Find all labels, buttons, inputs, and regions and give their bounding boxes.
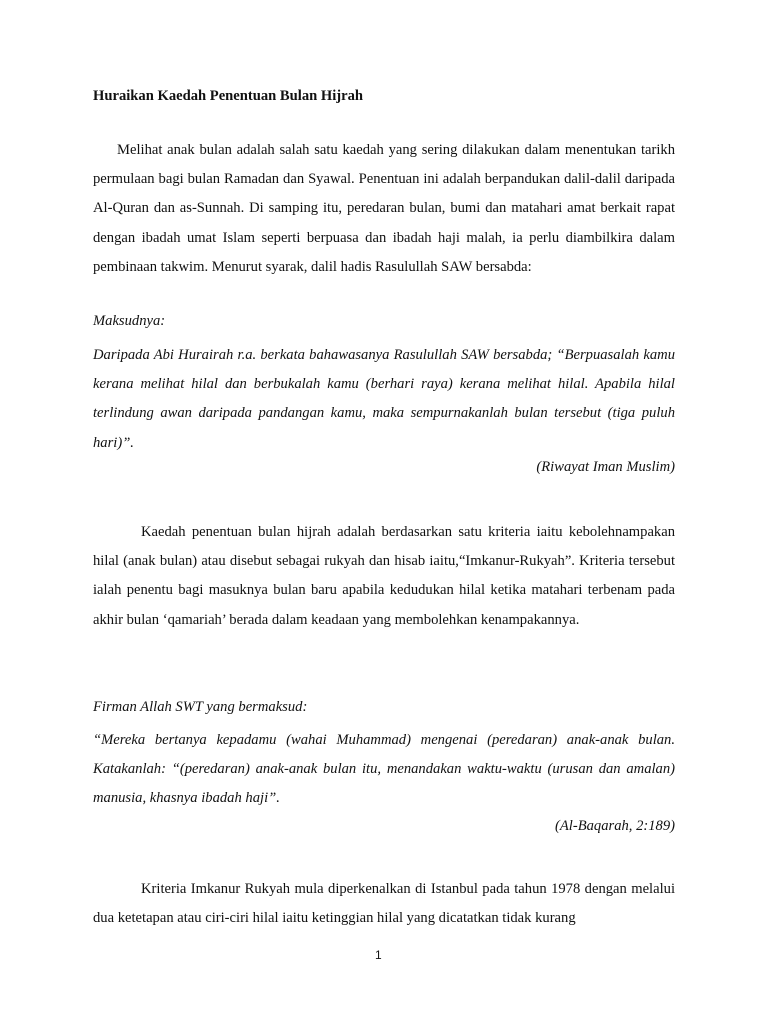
document-page <box>93 0 675 1024</box>
quran-source: (Al-Baqarah, 2:189) <box>555 818 675 834</box>
quran-quote: “Mereka bertanya kepadamu (wahai Muhammad) mengenai (peredaran) anak-anak bulan. Katakanlah: “(peredaran) anak-anak bulan itu, menandakan waktu-waktu (urusan dan amalan) manusia, khasnya ibadah haji”. <box>93 732 675 807</box>
criteria-paragraph: Kaedah penentuan bulan hijrah adalah berdasarkan satu kriteria iaitu kebolehnampakan hilal (anak bulan) atau disebut sebagai rukyah dan hisab iaitu,“Imkanur-Rukyah”. Kriteria tersebut ialah penentu bagi masuknya bulan baru apabila kedudukan hilal ketika matahari terbenam pada akhir bulan ‘qamariah’ berada dalam keadaan yang membolehkan kenampakannya. <box>93 524 675 628</box>
document-title: Huraikan Kaedah Penentuan Bulan Hijrah <box>93 88 364 104</box>
hadith-source: (Riwayat Iman Muslim) <box>536 459 675 475</box>
page-number: 1 <box>375 948 382 962</box>
history-paragraph: Kriteria Imkanur Rukyah mula diperkenalkan di Istanbul pada tahun 1978 dengan melalui dua ketetapan atau ciri-ciri hilal iaitu ketinggian hilal yang dicatatkan tidak kurang <box>93 881 675 927</box>
maksudnya-label: Maksudnya: <box>93 313 166 329</box>
intro-paragraph: Melihat anak bulan adalah salah satu kaedah yang sering dilakukan dalam menentukan tarikh permulaan bagi bulan Ramadan dan Syawal. Penentuan ini adalah berpandukan dalil-dalil daripada Al-Quran dan as-Sunnah. Di samping itu, peredaran bulan, bumi dan matahari amat berkait rapat dengan ibadah umat Islam seperti berpuasa dan ibadah haji malah, ia perlu diambilkira dalam pembinaan takwim. Menurut syarak, dalil hadis Rasulullah SAW bersabda: <box>93 142 675 275</box>
hadith-quote: Daripada Abi Hurairah r.a. berkata bahawasanya Rasulullah SAW bersabda; “Berpuasalah kamu kerana melihat hilal dan berbukalah kamu (berhari raya) kerana melihat hilal. Apabila hilal terlindung awan daripada pandangan kamu, maka sempurnakanlah bulan tersebut (tiga puluh hari)”. <box>93 347 675 451</box>
firman-label: Firman Allah SWT yang bermaksud: <box>93 699 308 715</box>
